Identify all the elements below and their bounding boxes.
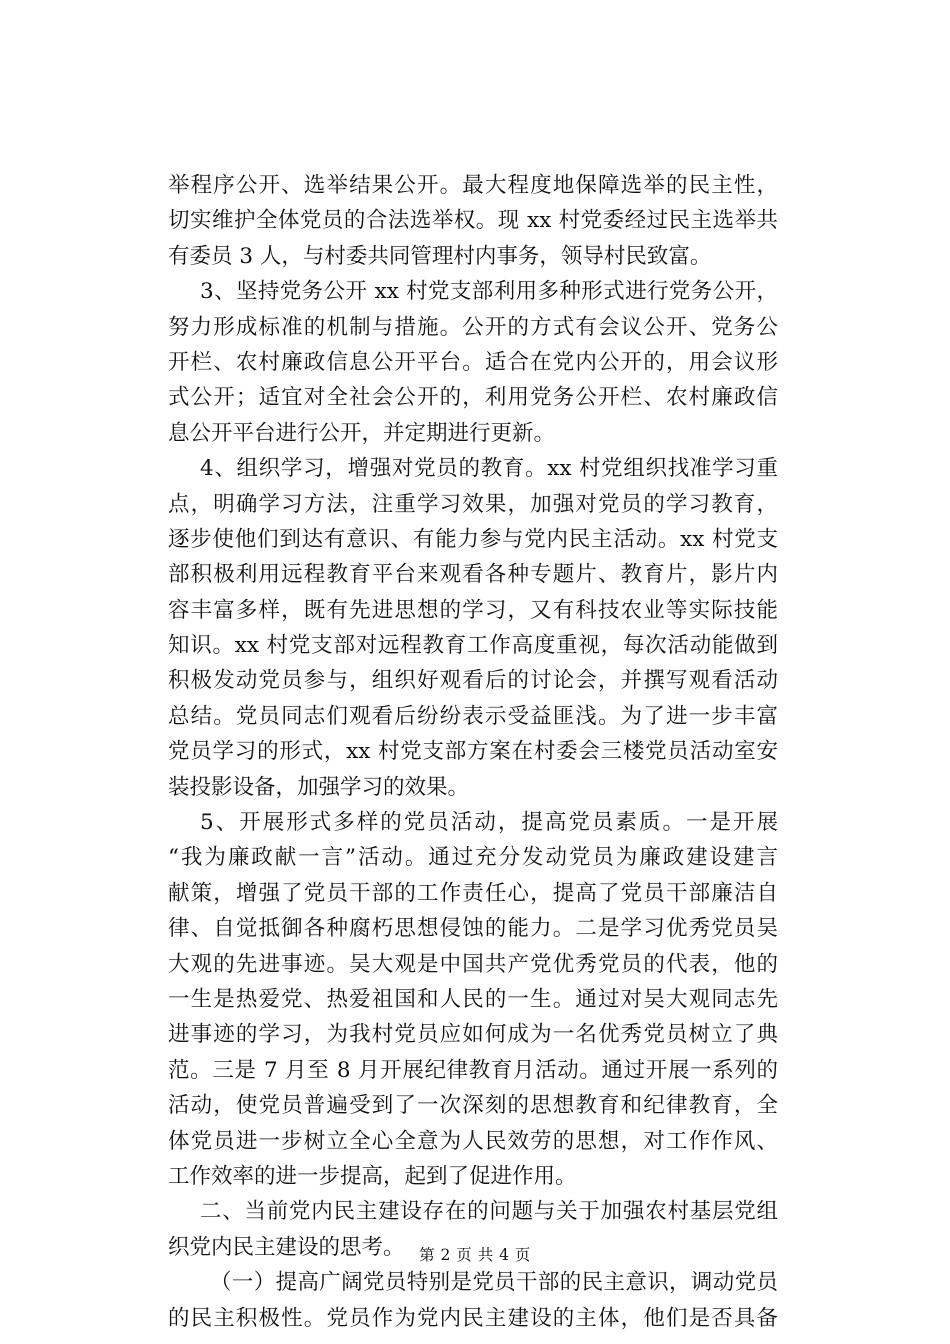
text-line: 工作效率的进一步提高，起到了促进作用。 <box>168 1163 577 1189</box>
text-line: 大观的先进事迹。吴大观是中国共产党优秀党员的代表，他的 <box>168 951 778 977</box>
text-line: 5、开展形式多样的党员活动，提高党员素质。一是开展 <box>200 810 778 836</box>
text-line: 体党员进一步树立全心全意为人民效劳的思想，对工作作风、 <box>168 1128 778 1154</box>
text-line: 点，明确学习方法，注重学习效果，加强对党员的学习教育， <box>168 491 778 517</box>
text-line: 总结。党员同志们观看后纷纷表示受益匪浅。为了进一步丰富 <box>168 703 778 729</box>
text-line: 开栏、农村廉政信息公开平台。适合在党内公开的，用会议形 <box>168 349 778 375</box>
text-line: 举程序公开、选举结果公开。最大程度地保障选举的民主性， <box>168 173 778 198</box>
text-line: 息公开平台进行公开，并定期进行更新。 <box>168 420 556 446</box>
text-line: “我为廉政献一言”活动。通过充分发动党员为廉政建设建言 <box>168 845 778 871</box>
text-line: 4、组织学习，增强对党员的教育。xx 村党组织找准学习重 <box>200 456 778 482</box>
text-line: 装投影设备，加强学习的效果。 <box>168 774 470 800</box>
text-line: 切实维护全体党员的合法选举权。现 xx 村党委经过民主选举共 <box>168 208 778 234</box>
text-line: 献策，增强了党员干部的工作责任心，提高了党员干部廉洁自 <box>168 880 778 906</box>
text-line: 式公开；适宜对全社会公开的，利用党务公开栏、农村廉政信 <box>168 385 778 411</box>
text-line: 织党内民主建设的思考。 <box>168 1234 405 1260</box>
text-line: 部积极利用远程教育平台来观看各种专题片、教育片，影片内 <box>168 562 778 588</box>
text-line: 3、坚持党务公开 xx 村党支部利用多种形式进行党务公开， <box>200 279 778 305</box>
text-line: 逐步使他们到达有意识、有能力参与党内民主活动。xx 村党支 <box>168 526 778 552</box>
document-body <box>168 168 778 1336</box>
text-line: 二、当前党内民主建设存在的问题与关于加强农村基层党组 <box>200 1199 778 1225</box>
text-line: 的民主积极性。党员作为党内民主建设的主体，他们是否具备 <box>168 1305 778 1331</box>
text-line: 一生是热爱党、热爱祖国和人民的一生。通过对吴大观同志先 <box>168 986 778 1012</box>
text-line: 活动，使党员普遍受到了一次深刻的思想教育和纪律教育，全 <box>168 1093 778 1119</box>
text-line: 积极发动党员参与，组织好观看后的讨论会，并撰写观看活动 <box>168 668 778 694</box>
text-line: 努力形成标准的机制与措施。公开的方式有会议公开、党务公 <box>168 314 778 340</box>
text-line: 进事迹的学习，为我村党员应如何成为一名优秀党员树立了典 <box>168 1022 778 1048</box>
text-line: 容丰富多样，既有先进思想的学习，又有科技农业等实际技能 <box>168 597 778 623</box>
text-line: 有委员 3 人，与村委共同管理村内事务，领导村民致富。 <box>168 243 712 269</box>
page-footer: 第 2 页 共 4 页 <box>419 1246 531 1264</box>
text-line: 知识。xx 村党支部对远程教育工作高度重视，每次活动能做到 <box>168 633 778 659</box>
text-line: （一）提高广阔党员特别是党员干部的民主意识，调动党员 <box>210 1270 778 1296</box>
text-line: 律、自觉抵御各种腐朽思想侵蚀的能力。二是学习优秀党员吴 <box>168 916 778 942</box>
text-line: 党员学习的形式，xx 村党支部方案在村委会三楼党员活动室安 <box>168 739 778 765</box>
text-line: 范。三是 7 月至 8 月开展纪律教育月活动。通过开展一系列的 <box>168 1057 778 1083</box>
